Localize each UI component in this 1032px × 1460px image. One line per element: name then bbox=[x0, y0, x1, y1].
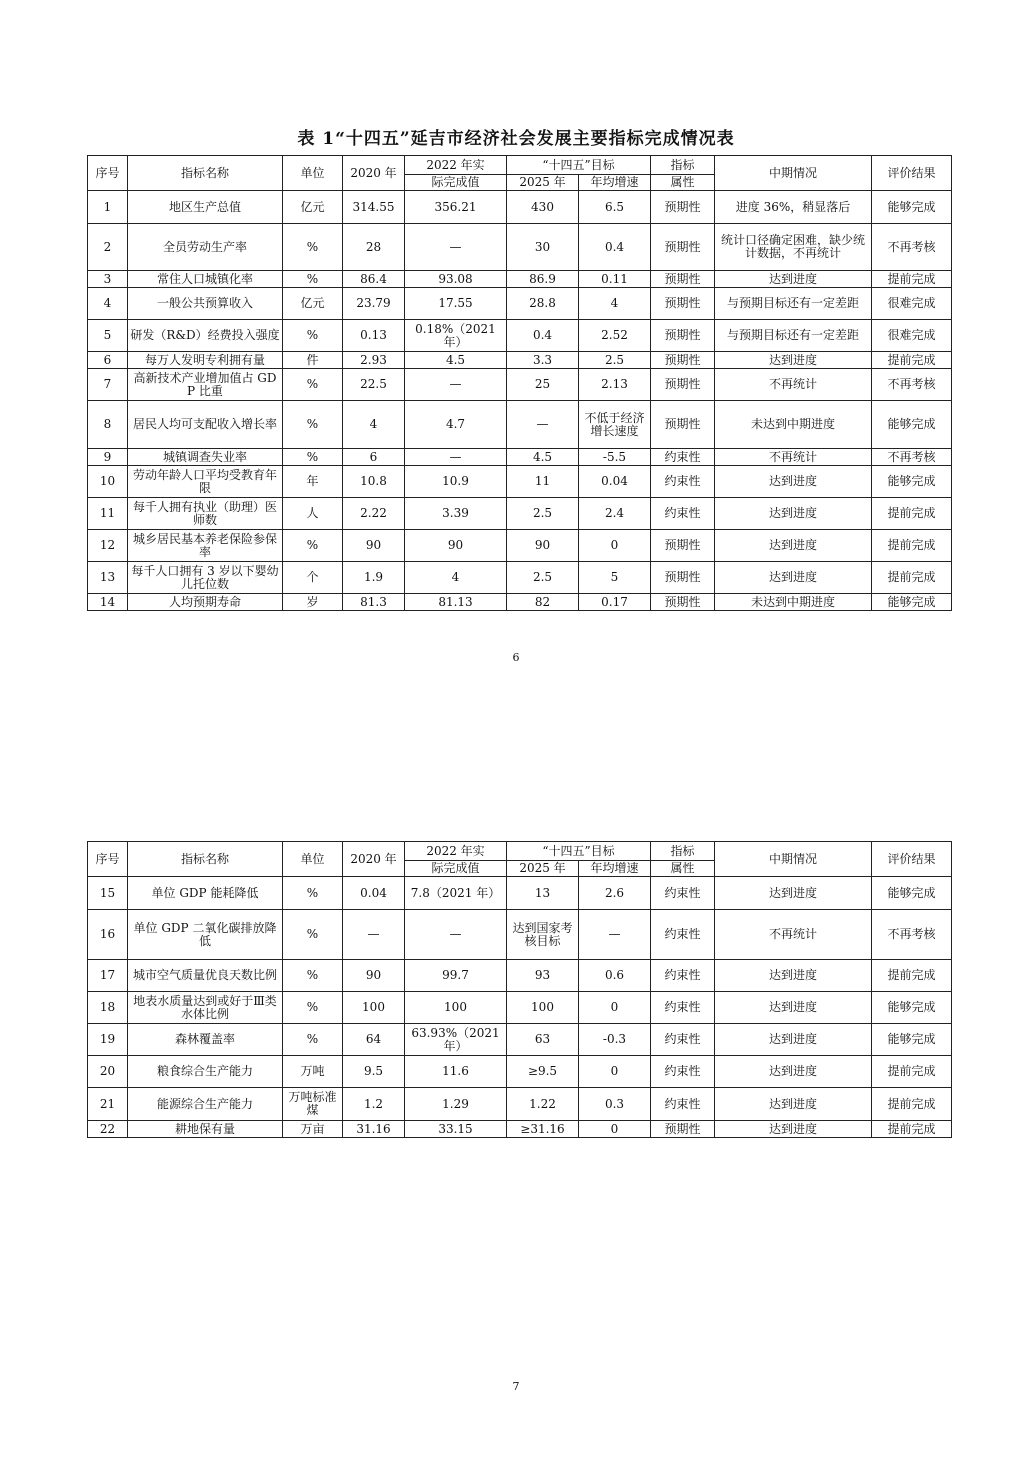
cell-y2025: 100 bbox=[507, 992, 579, 1024]
cell-y2025: 0.4 bbox=[507, 320, 579, 352]
table-row bbox=[88, 594, 952, 611]
cell-attr: 预期性 bbox=[651, 271, 715, 288]
cell-unit: 人 bbox=[283, 498, 343, 530]
table-row bbox=[88, 369, 952, 401]
cell-growth: -5.5 bbox=[579, 449, 651, 466]
cell-y2022: — bbox=[405, 449, 507, 466]
header-2020: 2020 年 bbox=[343, 156, 405, 191]
cell-y2020: 31.16 bbox=[343, 1121, 405, 1138]
cell-y2025: 28.8 bbox=[507, 288, 579, 320]
cell-mid: 进度 36%，稍显落后 bbox=[715, 191, 872, 224]
cell-y2022: 3.39 bbox=[405, 498, 507, 530]
cell-y2025: 2.5 bbox=[507, 562, 579, 594]
cell-name: 居民人均可支配收入增长率 bbox=[128, 401, 283, 449]
cell-name: 单位 GDP 二氧化碳排放降低 bbox=[128, 910, 283, 960]
header-2020: 2020 年 bbox=[343, 842, 405, 877]
cell-unit: % bbox=[283, 1024, 343, 1056]
cell-unit: % bbox=[283, 877, 343, 910]
table-row bbox=[88, 562, 952, 594]
cell-name: 地表水质量达到或好于Ⅲ类水体比例 bbox=[128, 992, 283, 1024]
cell-mid: 与预期目标还有一定差距 bbox=[715, 320, 872, 352]
cell-seq: 4 bbox=[88, 288, 128, 320]
cell-mid: 达到进度 bbox=[715, 1024, 872, 1056]
cell-unit: 万亩 bbox=[283, 1121, 343, 1138]
cell-mid: 达到进度 bbox=[715, 992, 872, 1024]
cell-mid: 达到进度 bbox=[715, 1088, 872, 1121]
cell-growth: 4 bbox=[579, 288, 651, 320]
cell-unit: 年 bbox=[283, 466, 343, 498]
cell-y2022: 90 bbox=[405, 530, 507, 562]
cell-growth: 0.17 bbox=[579, 594, 651, 611]
cell-seq: 20 bbox=[88, 1056, 128, 1088]
cell-attr: 预期性 bbox=[651, 288, 715, 320]
cell-name: 地区生产总值 bbox=[128, 191, 283, 224]
cell-eval: 提前完成 bbox=[872, 960, 952, 992]
cell-y2022: 11.6 bbox=[405, 1056, 507, 1088]
cell-eval: 不再考核 bbox=[872, 449, 952, 466]
cell-attr: 约束性 bbox=[651, 466, 715, 498]
cell-name: 城乡居民基本养老保险参保率 bbox=[128, 530, 283, 562]
cell-attr: 预期性 bbox=[651, 369, 715, 401]
table-row bbox=[88, 191, 952, 224]
cell-eval: 提前完成 bbox=[872, 271, 952, 288]
header-unit: 单位 bbox=[283, 156, 343, 191]
cell-y2022: 1.29 bbox=[405, 1088, 507, 1121]
cell-y2022: 99.7 bbox=[405, 960, 507, 992]
cell-growth: 0.3 bbox=[579, 1088, 651, 1121]
indicator-table-page-2 bbox=[87, 841, 952, 1138]
table-row bbox=[88, 288, 952, 320]
cell-y2022: 4 bbox=[405, 562, 507, 594]
cell-attr: 约束性 bbox=[651, 960, 715, 992]
cell-y2022: 63.93%（2021 年） bbox=[405, 1024, 507, 1056]
cell-eval: 能够完成 bbox=[872, 877, 952, 910]
table-row bbox=[88, 401, 952, 449]
cell-unit: % bbox=[283, 910, 343, 960]
header-unit: 单位 bbox=[283, 842, 343, 877]
header-attr-bottom: 属性 bbox=[651, 861, 715, 877]
cell-y2020: 4 bbox=[343, 401, 405, 449]
cell-seq: 11 bbox=[88, 498, 128, 530]
cell-y2020: 314.55 bbox=[343, 191, 405, 224]
cell-y2020: 0.04 bbox=[343, 877, 405, 910]
cell-eval: 能够完成 bbox=[872, 466, 952, 498]
cell-name: 一般公共预算收入 bbox=[128, 288, 283, 320]
header-target: “十四五”目标 bbox=[507, 156, 651, 175]
cell-y2020: 22.5 bbox=[343, 369, 405, 401]
table-row bbox=[88, 877, 952, 910]
cell-unit: 个 bbox=[283, 562, 343, 594]
cell-attr: 预期性 bbox=[651, 401, 715, 449]
cell-seq: 19 bbox=[88, 1024, 128, 1056]
cell-mid: 达到进度 bbox=[715, 1056, 872, 1088]
cell-seq: 12 bbox=[88, 530, 128, 562]
cell-seq: 5 bbox=[88, 320, 128, 352]
cell-y2022: 33.15 bbox=[405, 1121, 507, 1138]
header-2025: 2025 年 bbox=[507, 861, 579, 877]
cell-growth: 2.5 bbox=[579, 352, 651, 369]
cell-attr: 约束性 bbox=[651, 1056, 715, 1088]
cell-seq: 13 bbox=[88, 562, 128, 594]
cell-y2025: 13 bbox=[507, 877, 579, 910]
cell-y2022: 100 bbox=[405, 992, 507, 1024]
cell-name: 全员劳动生产率 bbox=[128, 224, 283, 271]
cell-mid: 不再统计 bbox=[715, 910, 872, 960]
cell-mid: 未达到中期进度 bbox=[715, 594, 872, 611]
table-row bbox=[88, 449, 952, 466]
table-row bbox=[88, 910, 952, 960]
cell-seq: 8 bbox=[88, 401, 128, 449]
cell-unit: % bbox=[283, 960, 343, 992]
cell-attr: 预期性 bbox=[651, 352, 715, 369]
cell-mid: 达到进度 bbox=[715, 1121, 872, 1138]
cell-seq: 18 bbox=[88, 992, 128, 1024]
cell-y2020: 6 bbox=[343, 449, 405, 466]
cell-y2020: 2.93 bbox=[343, 352, 405, 369]
cell-eval: 能够完成 bbox=[872, 594, 952, 611]
cell-seq: 16 bbox=[88, 910, 128, 960]
cell-y2022: 17.55 bbox=[405, 288, 507, 320]
table-row bbox=[88, 992, 952, 1024]
cell-unit: % bbox=[283, 401, 343, 449]
table-body-page-2 bbox=[88, 877, 952, 1138]
cell-growth: 2.13 bbox=[579, 369, 651, 401]
cell-unit: 岁 bbox=[283, 594, 343, 611]
cell-name: 每千人拥有执业（助理）医师数 bbox=[128, 498, 283, 530]
cell-name: 耕地保有量 bbox=[128, 1121, 283, 1138]
cell-name: 能源综合生产能力 bbox=[128, 1088, 283, 1121]
cell-eval: 提前完成 bbox=[872, 530, 952, 562]
cell-y2025: — bbox=[507, 401, 579, 449]
cell-y2022: 4.5 bbox=[405, 352, 507, 369]
cell-growth: -0.3 bbox=[579, 1024, 651, 1056]
cell-y2025: 30 bbox=[507, 224, 579, 271]
header-name: 指标名称 bbox=[128, 842, 283, 877]
cell-unit: 件 bbox=[283, 352, 343, 369]
table-row bbox=[88, 498, 952, 530]
cell-growth: 不低于经济增长速度 bbox=[579, 401, 651, 449]
cell-mid: 不再统计 bbox=[715, 449, 872, 466]
cell-attr: 约束性 bbox=[651, 1088, 715, 1121]
cell-growth: 0.6 bbox=[579, 960, 651, 992]
cell-attr: 约束性 bbox=[651, 449, 715, 466]
cell-growth: 2.6 bbox=[579, 877, 651, 910]
cell-unit: % bbox=[283, 320, 343, 352]
cell-attr: 约束性 bbox=[651, 877, 715, 910]
cell-seq: 3 bbox=[88, 271, 128, 288]
table-row bbox=[88, 1088, 952, 1121]
cell-name: 粮食综合生产能力 bbox=[128, 1056, 283, 1088]
cell-y2020: 28 bbox=[343, 224, 405, 271]
table-body-page-1 bbox=[88, 191, 952, 611]
cell-eval: 提前完成 bbox=[872, 1056, 952, 1088]
cell-eval: 很难完成 bbox=[872, 288, 952, 320]
cell-y2020: — bbox=[343, 910, 405, 960]
cell-unit: % bbox=[283, 224, 343, 271]
header-seq: 序号 bbox=[88, 842, 128, 877]
cell-y2025: ≥31.16 bbox=[507, 1121, 579, 1138]
table-row bbox=[88, 1121, 952, 1138]
cell-unit: 亿元 bbox=[283, 288, 343, 320]
cell-attr: 约束性 bbox=[651, 910, 715, 960]
cell-y2022: 81.13 bbox=[405, 594, 507, 611]
header-attr-top: 指标 bbox=[651, 156, 715, 175]
cell-mid: 达到进度 bbox=[715, 960, 872, 992]
cell-y2022: 93.08 bbox=[405, 271, 507, 288]
cell-unit: 亿元 bbox=[283, 191, 343, 224]
cell-name: 城镇调查失业率 bbox=[128, 449, 283, 466]
cell-y2020: 64 bbox=[343, 1024, 405, 1056]
header-growth: 年均增速 bbox=[579, 175, 651, 191]
table-row bbox=[88, 224, 952, 271]
cell-unit: % bbox=[283, 271, 343, 288]
cell-eval: 提前完成 bbox=[872, 1121, 952, 1138]
cell-y2025: 达到国家考核目标 bbox=[507, 910, 579, 960]
cell-eval: 提前完成 bbox=[872, 1088, 952, 1121]
cell-eval: 不再考核 bbox=[872, 224, 952, 271]
cell-eval: 能够完成 bbox=[872, 1024, 952, 1056]
cell-name: 人均预期寿命 bbox=[128, 594, 283, 611]
cell-mid: 达到进度 bbox=[715, 466, 872, 498]
cell-name: 高新技术产业增加值占 GDP 比重 bbox=[128, 369, 283, 401]
cell-mid: 达到进度 bbox=[715, 877, 872, 910]
cell-y2022: 10.9 bbox=[405, 466, 507, 498]
cell-name: 劳动年龄人口平均受教育年限 bbox=[128, 466, 283, 498]
header-2022-top: 2022 年实 bbox=[405, 156, 507, 175]
cell-name: 研发（R&D）经费投入强度 bbox=[128, 320, 283, 352]
cell-unit: % bbox=[283, 369, 343, 401]
cell-unit: % bbox=[283, 449, 343, 466]
cell-growth: 0 bbox=[579, 1121, 651, 1138]
table-row bbox=[88, 352, 952, 369]
cell-y2025: 11 bbox=[507, 466, 579, 498]
cell-eval: 提前完成 bbox=[872, 352, 952, 369]
header-seq: 序号 bbox=[88, 156, 128, 191]
table-row bbox=[88, 530, 952, 562]
cell-seq: 10 bbox=[88, 466, 128, 498]
cell-y2020: 90 bbox=[343, 530, 405, 562]
cell-y2025: 82 bbox=[507, 594, 579, 611]
header-attr-bottom: 属性 bbox=[651, 175, 715, 191]
header-2025: 2025 年 bbox=[507, 175, 579, 191]
cell-eval: 提前完成 bbox=[872, 498, 952, 530]
cell-seq: 15 bbox=[88, 877, 128, 910]
header-name: 指标名称 bbox=[128, 156, 283, 191]
cell-y2020: 0.13 bbox=[343, 320, 405, 352]
cell-attr: 预期性 bbox=[651, 594, 715, 611]
cell-y2025: 63 bbox=[507, 1024, 579, 1056]
cell-y2022: 4.7 bbox=[405, 401, 507, 449]
cell-y2020: 90 bbox=[343, 960, 405, 992]
cell-attr: 约束性 bbox=[651, 1024, 715, 1056]
cell-attr: 预期性 bbox=[651, 1121, 715, 1138]
cell-seq: 9 bbox=[88, 449, 128, 466]
cell-growth: 0 bbox=[579, 992, 651, 1024]
cell-y2020: 81.3 bbox=[343, 594, 405, 611]
cell-mid: 未达到中期进度 bbox=[715, 401, 872, 449]
cell-growth: 0.11 bbox=[579, 271, 651, 288]
cell-seq: 6 bbox=[88, 352, 128, 369]
cell-y2022: — bbox=[405, 369, 507, 401]
header-attr-top: 指标 bbox=[651, 842, 715, 861]
cell-y2025: 90 bbox=[507, 530, 579, 562]
cell-name: 常住人口城镇化率 bbox=[128, 271, 283, 288]
cell-y2022: — bbox=[405, 224, 507, 271]
cell-eval: 能够完成 bbox=[872, 401, 952, 449]
cell-y2025: 25 bbox=[507, 369, 579, 401]
cell-seq: 7 bbox=[88, 369, 128, 401]
cell-mid: 与预期目标还有一定差距 bbox=[715, 288, 872, 320]
cell-name: 单位 GDP 能耗降低 bbox=[128, 877, 283, 910]
cell-y2020: 100 bbox=[343, 992, 405, 1024]
header-2022-bottom: 际完成值 bbox=[405, 175, 507, 191]
cell-mid: 达到进度 bbox=[715, 562, 872, 594]
cell-y2025: 4.5 bbox=[507, 449, 579, 466]
cell-y2025: 86.9 bbox=[507, 271, 579, 288]
cell-name: 城市空气质量优良天数比例 bbox=[128, 960, 283, 992]
cell-growth: 5 bbox=[579, 562, 651, 594]
header-eval: 评价结果 bbox=[872, 156, 952, 191]
header-target: “十四五”目标 bbox=[507, 842, 651, 861]
cell-eval: 不再考核 bbox=[872, 369, 952, 401]
cell-seq: 1 bbox=[88, 191, 128, 224]
cell-attr: 预期性 bbox=[651, 320, 715, 352]
indicator-table-page-1 bbox=[87, 155, 952, 611]
cell-attr: 约束性 bbox=[651, 992, 715, 1024]
cell-y2022: — bbox=[405, 910, 507, 960]
cell-y2020: 2.22 bbox=[343, 498, 405, 530]
cell-eval: 能够完成 bbox=[872, 191, 952, 224]
cell-eval: 不再考核 bbox=[872, 910, 952, 960]
cell-growth: 0 bbox=[579, 1056, 651, 1088]
cell-seq: 2 bbox=[88, 224, 128, 271]
cell-attr: 约束性 bbox=[651, 498, 715, 530]
cell-attr: 预期性 bbox=[651, 224, 715, 271]
cell-growth: 0.4 bbox=[579, 224, 651, 271]
table-row bbox=[88, 320, 952, 352]
page-number: 6 bbox=[512, 651, 520, 664]
cell-mid: 达到进度 bbox=[715, 530, 872, 562]
cell-unit: 万吨标准煤 bbox=[283, 1088, 343, 1121]
cell-name: 森林覆盖率 bbox=[128, 1024, 283, 1056]
header-mid: 中期情况 bbox=[715, 156, 872, 191]
cell-name: 每千人口拥有 3 岁以下婴幼儿托位数 bbox=[128, 562, 283, 594]
cell-y2022: 356.21 bbox=[405, 191, 507, 224]
cell-seq: 14 bbox=[88, 594, 128, 611]
cell-mid: 统计口径确定困难，缺少统计数据，不再统计 bbox=[715, 224, 872, 271]
cell-eval: 很难完成 bbox=[872, 320, 952, 352]
cell-eval: 能够完成 bbox=[872, 992, 952, 1024]
cell-y2022: 0.18%（2021 年） bbox=[405, 320, 507, 352]
table-row bbox=[88, 271, 952, 288]
cell-attr: 预期性 bbox=[651, 191, 715, 224]
cell-name: 每万人发明专利拥有量 bbox=[128, 352, 283, 369]
cell-mid: 不再统计 bbox=[715, 369, 872, 401]
cell-y2025: 430 bbox=[507, 191, 579, 224]
cell-seq: 17 bbox=[88, 960, 128, 992]
table-row bbox=[88, 960, 952, 992]
table-title: 表 1“十四五”延吉市经济社会发展主要指标完成情况表 bbox=[297, 129, 735, 149]
cell-growth: 0 bbox=[579, 530, 651, 562]
cell-seq: 21 bbox=[88, 1088, 128, 1121]
cell-y2020: 1.2 bbox=[343, 1088, 405, 1121]
header-2022-top: 2022 年实 bbox=[405, 842, 507, 861]
cell-attr: 预期性 bbox=[651, 562, 715, 594]
cell-attr: 预期性 bbox=[651, 530, 715, 562]
cell-y2025: 1.22 bbox=[507, 1088, 579, 1121]
table-row bbox=[88, 1056, 952, 1088]
cell-unit: % bbox=[283, 992, 343, 1024]
cell-y2025: 3.3 bbox=[507, 352, 579, 369]
cell-growth: 6.5 bbox=[579, 191, 651, 224]
cell-mid: 达到进度 bbox=[715, 352, 872, 369]
cell-y2022: 7.8（2021 年） bbox=[405, 877, 507, 910]
cell-y2020: 10.8 bbox=[343, 466, 405, 498]
header-eval: 评价结果 bbox=[872, 842, 952, 877]
cell-y2025: 93 bbox=[507, 960, 579, 992]
table-row bbox=[88, 466, 952, 498]
cell-growth: 0.04 bbox=[579, 466, 651, 498]
cell-y2020: 9.5 bbox=[343, 1056, 405, 1088]
cell-growth: — bbox=[579, 910, 651, 960]
cell-eval: 提前完成 bbox=[872, 562, 952, 594]
cell-unit: % bbox=[283, 530, 343, 562]
cell-y2025: ≥9.5 bbox=[507, 1056, 579, 1088]
cell-mid: 达到进度 bbox=[715, 271, 872, 288]
header-2022-bottom: 际完成值 bbox=[405, 861, 507, 877]
cell-mid: 达到进度 bbox=[715, 498, 872, 530]
page-number: 7 bbox=[512, 1380, 520, 1393]
cell-growth: 2.52 bbox=[579, 320, 651, 352]
cell-seq: 22 bbox=[88, 1121, 128, 1138]
table-row bbox=[88, 1024, 952, 1056]
header-growth: 年均增速 bbox=[579, 861, 651, 877]
header-mid: 中期情况 bbox=[715, 842, 872, 877]
cell-unit: 万吨 bbox=[283, 1056, 343, 1088]
cell-y2020: 23.79 bbox=[343, 288, 405, 320]
cell-y2020: 1.9 bbox=[343, 562, 405, 594]
cell-y2025: 2.5 bbox=[507, 498, 579, 530]
cell-growth: 2.4 bbox=[579, 498, 651, 530]
cell-y2020: 86.4 bbox=[343, 271, 405, 288]
